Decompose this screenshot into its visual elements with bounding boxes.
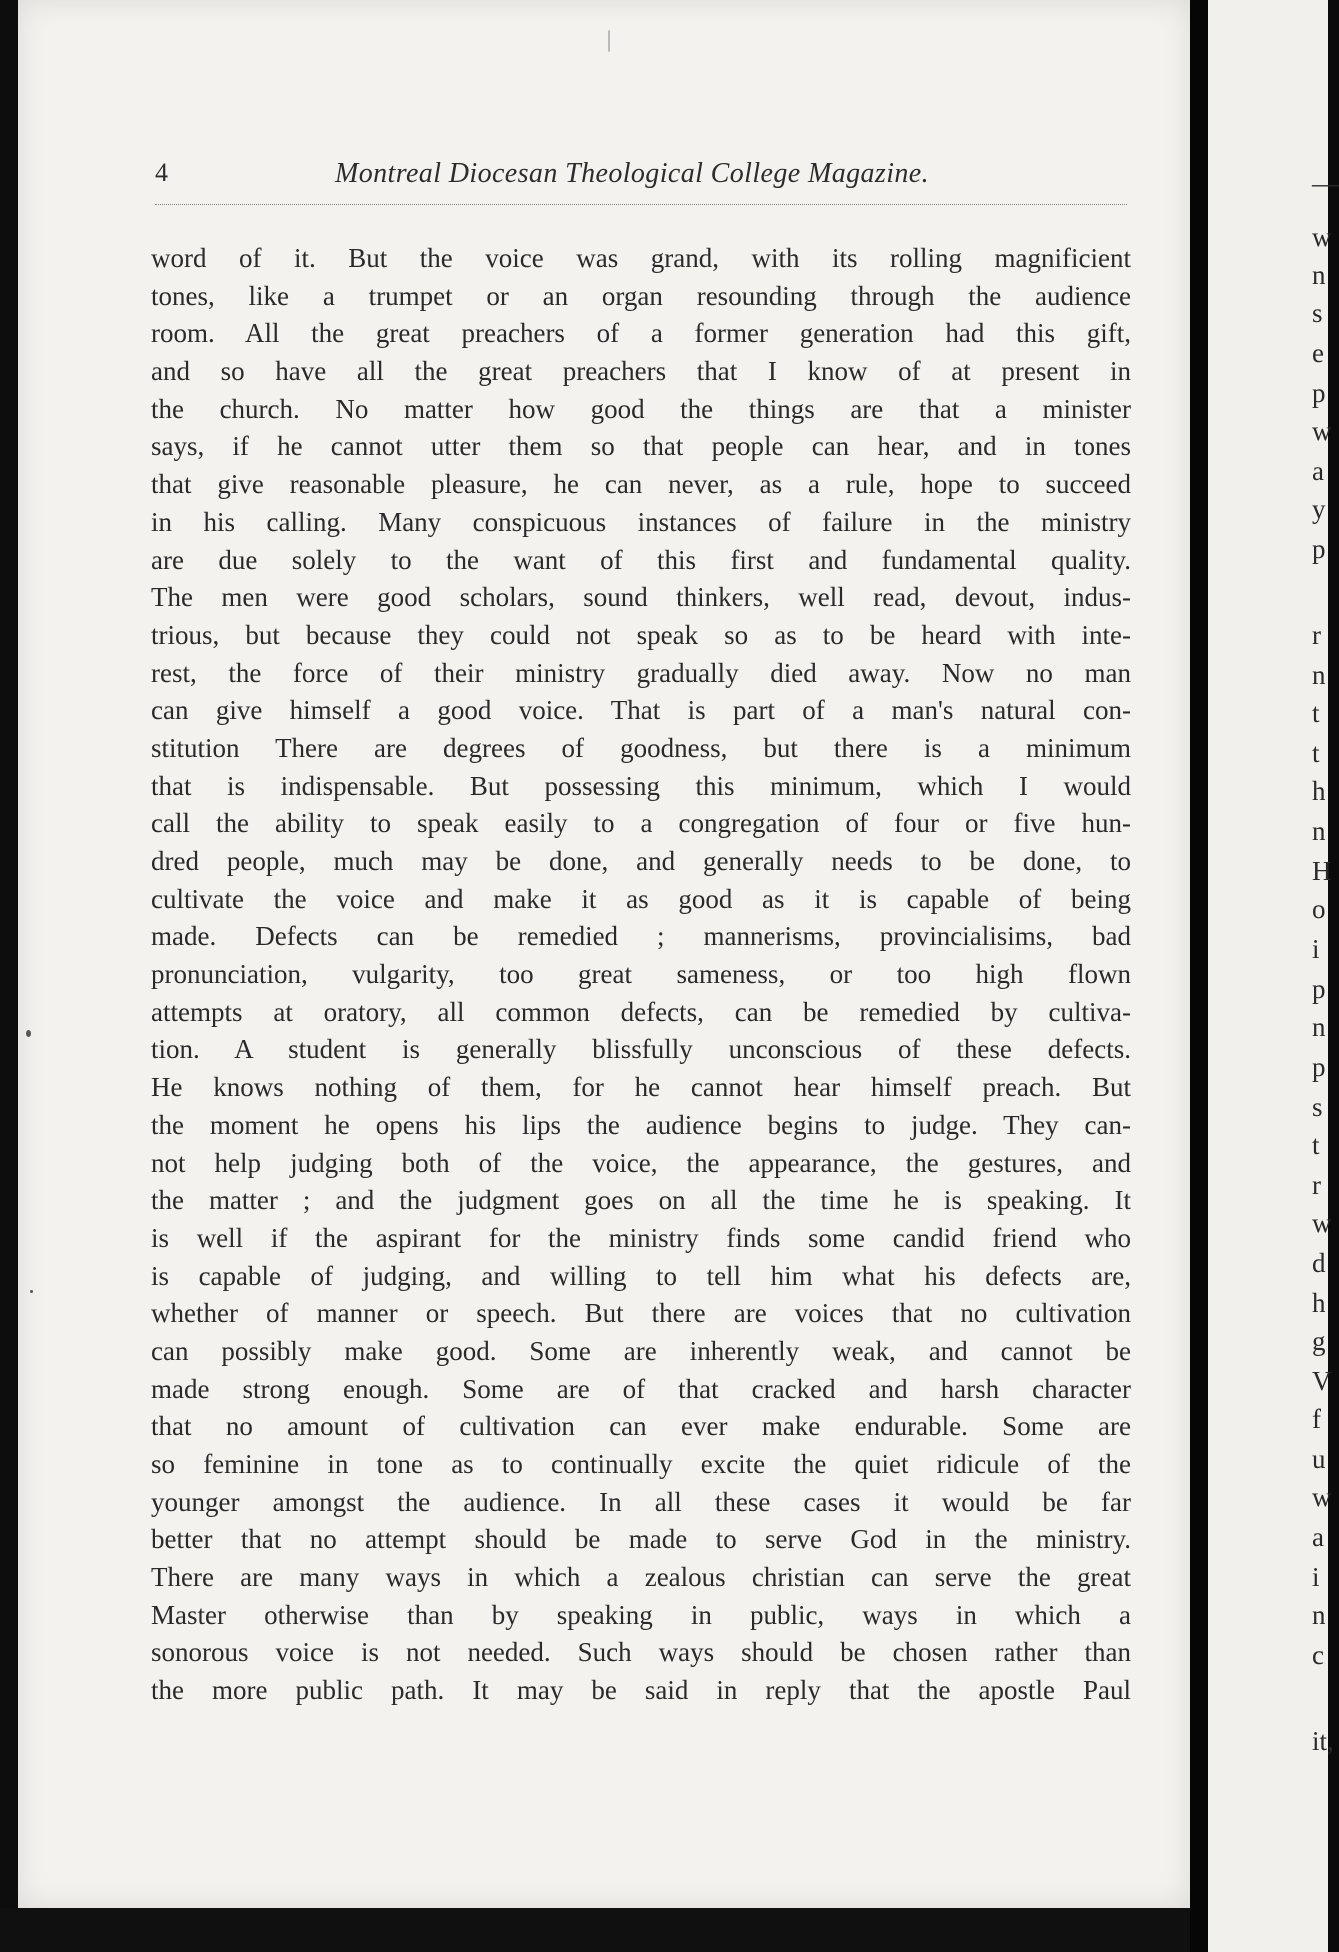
text-line: word of it. But the voice was grand, with its rolling magnificient	[151, 243, 1131, 273]
text-line: says, if he cannot utter them so that people can hear, and in tones	[151, 431, 1131, 462]
next-page-fragment: p	[1312, 534, 1326, 564]
text-line: that no amount of cultivation can ever make endurable. Some are	[151, 1411, 1131, 1442]
ink-speck	[608, 30, 610, 52]
next-page-fragment: r	[1312, 1170, 1321, 1200]
text-line: the matter ; and the judgment goes on all the time he is speaking. It	[151, 1185, 1131, 1216]
next-page-text-fragments	[1312, 0, 1339, 1952]
text-line: room. All the great preachers of a former generation had this gift,	[151, 318, 1131, 349]
text-line: pronunciation, vulgarity, too great sameness, or too high flown	[151, 959, 1131, 990]
text-line: younger amongst the audience. In all these cases it would be far	[151, 1486, 1131, 1517]
scan-bottom-edge	[0, 1908, 1190, 1952]
running-title: Montreal Diocesan Theological College Magazine.	[335, 158, 930, 189]
next-page-fragment: s	[1312, 298, 1323, 328]
text-line: that is indispensable. But possessing this minimum, which I would	[151, 770, 1131, 801]
page-gutter	[1190, 0, 1208, 1952]
text-line: not help judging both of the voice, the appearance, the gestures, and	[151, 1147, 1131, 1178]
text-line: He knows nothing of them, for he cannot hear himself preach. But	[151, 1072, 1131, 1103]
next-page-fragment: n	[1312, 816, 1326, 846]
text-line: sonorous voice is not needed. Such ways should be chosen rather than	[151, 1637, 1131, 1668]
next-page-fragment: w	[1312, 1208, 1332, 1238]
next-page-fragment: w	[1312, 1482, 1332, 1512]
text-line: made strong enough. Some are of that cracked and harsh character	[151, 1373, 1131, 1404]
text-line: tion. A student is generally blissfully unconscious of these defects.	[151, 1034, 1131, 1065]
page-number: 4	[155, 158, 168, 187]
next-page-fragment: a	[1312, 456, 1324, 486]
next-page-fragment: h	[1312, 1288, 1326, 1318]
text-line: the church. No matter how good the things are that a minister	[151, 393, 1131, 424]
next-page-fragment: c	[1312, 1640, 1324, 1670]
next-page-fragment: d	[1312, 1248, 1326, 1278]
next-page-fragment: f	[1312, 1404, 1321, 1434]
next-page-fragment: n	[1312, 660, 1326, 690]
page-header	[155, 158, 1125, 198]
ink-speck	[26, 1030, 31, 1037]
header-rule	[155, 204, 1127, 205]
text-line: made. Defects can be remedied ; mannerisms, provincialisims, bad	[151, 921, 1131, 952]
next-page-fragment: p	[1312, 974, 1326, 1004]
text-line: call the ability to speak easily to a congregation of four or five hun-	[151, 808, 1131, 839]
next-page-fragment: t	[1312, 1130, 1320, 1160]
next-page-fragment: w	[1312, 416, 1332, 446]
text-line: The men were good scholars, sound thinkers, well read, devout, indus-	[151, 582, 1131, 613]
text-line: can possibly make good. Some are inherently weak, and cannot be	[151, 1335, 1131, 1366]
next-page-fragment: s	[1312, 1092, 1323, 1122]
next-page-fragment: V	[1312, 1366, 1332, 1396]
next-page-fragment: h	[1312, 776, 1326, 806]
next-page-fragment: g	[1312, 1326, 1326, 1356]
next-page-fragment: a	[1312, 1522, 1324, 1552]
next-page-fragment: w	[1312, 222, 1332, 252]
text-line: dred people, much may be done, and generally needs to be done, to	[151, 846, 1131, 876]
text-line: in his calling. Many conspicuous instances of failure in the ministry	[151, 506, 1131, 537]
text-line: attempts at oratory, all common defects, can be remedied by cultiva-	[151, 996, 1131, 1027]
next-page-fragment: H	[1312, 856, 1332, 886]
text-line: is well if the aspirant for the ministry finds some candid friend who	[151, 1222, 1131, 1253]
text-line: rest, the force of their ministry gradually died away. Now no man	[151, 657, 1131, 688]
text-line: cultivate the voice and make it as good as it is capable of being	[151, 883, 1131, 914]
next-page-fragment: n	[1312, 1600, 1326, 1630]
text-line: so feminine in tone as to continually excite the quiet ridicule of the	[151, 1449, 1131, 1479]
next-page-fragment: r	[1312, 620, 1321, 650]
text-line: are due solely to the want of this first and fundamental quality.	[151, 544, 1131, 575]
text-line: tones, like a trumpet or an organ resounding through the audience	[151, 280, 1131, 311]
next-page-fragment: i	[1312, 1562, 1320, 1592]
next-page-fragment: y	[1312, 494, 1326, 524]
text-line: trious, but because they could not speak so as to be heard with inte-	[151, 619, 1131, 650]
next-page-fragment: o	[1312, 894, 1326, 924]
text-line: There are many ways in which a zealous christian can serve the great	[151, 1562, 1131, 1593]
next-page-fragment: t	[1312, 738, 1320, 768]
ink-speck	[30, 1290, 33, 1293]
next-page-fragment: —	[1312, 168, 1339, 198]
next-page-fragment: n	[1312, 260, 1326, 290]
next-page-fragment: i	[1312, 934, 1320, 964]
next-page-fragment: n	[1312, 1012, 1326, 1042]
next-page-fragment: e	[1312, 338, 1324, 368]
next-page-fragment: p	[1312, 1052, 1326, 1082]
text-line: stitution There are degrees of goodness, but there is a minimum	[151, 732, 1131, 763]
next-page-fragment: it,	[1312, 1726, 1334, 1756]
text-line: that give reasonable pleasure, he can never, as a rule, hope to succeed	[151, 469, 1131, 500]
text-line: the more public path. It may be said in reply that the apostle Paul	[151, 1675, 1131, 1706]
next-page-fragment: u	[1312, 1444, 1326, 1474]
text-line: the moment he opens his lips the audience begins to judge. They can-	[151, 1109, 1131, 1140]
next-page-fragment: t	[1312, 698, 1320, 728]
text-line: Master otherwise than by speaking in public, ways in which a	[151, 1599, 1131, 1630]
next-page-fragment: p	[1312, 378, 1326, 408]
text-line: is capable of judging, and willing to tell him what his defects are,	[151, 1260, 1131, 1291]
text-line: can give himself a good voice. That is part of a man's natural con-	[151, 695, 1131, 726]
text-line: better that no attempt should be made to serve God in the ministry.	[151, 1524, 1131, 1555]
text-line: whether of manner or speech. But there are voices that no cultivation	[151, 1298, 1131, 1329]
text-line: and so have all the great preachers that I know of at present in	[151, 356, 1131, 387]
right-page-edge	[1208, 0, 1328, 1952]
body-text	[151, 240, 1131, 1710]
